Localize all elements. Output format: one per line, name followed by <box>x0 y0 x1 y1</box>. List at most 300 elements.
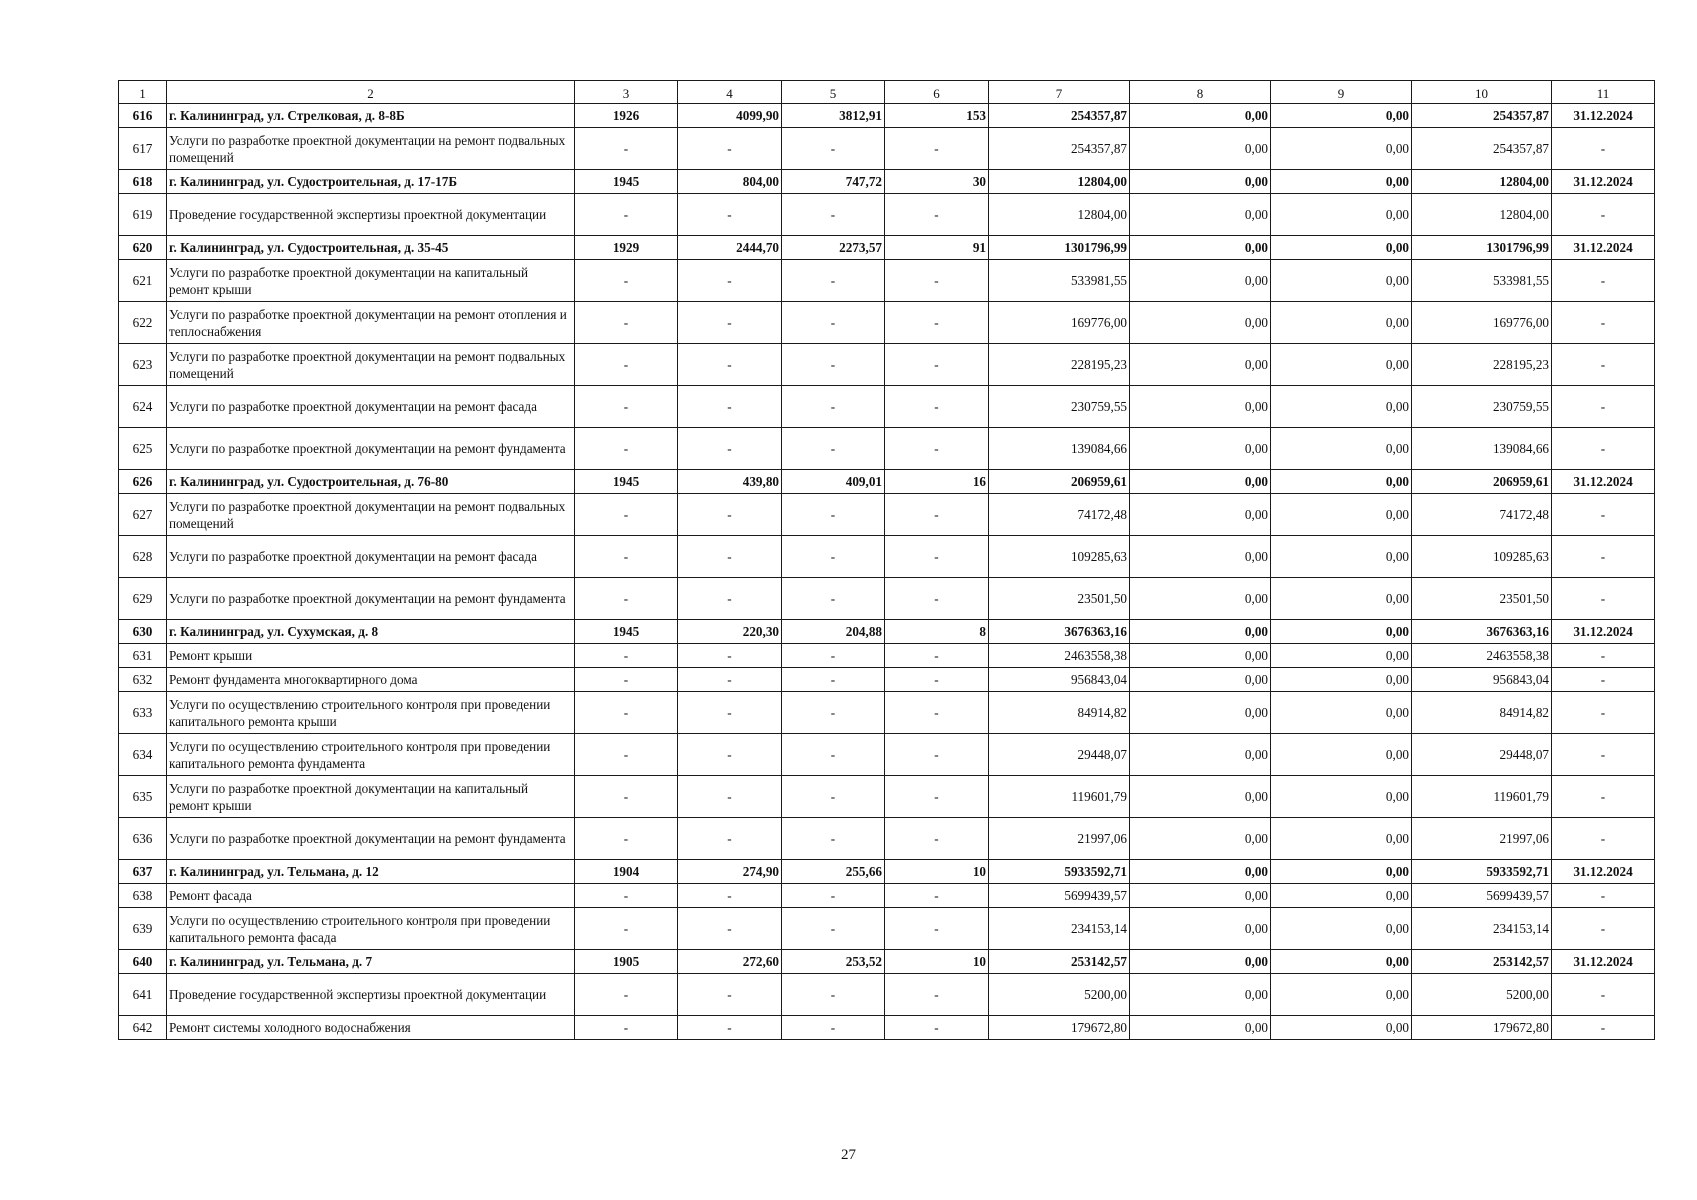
work-item-row <box>119 776 1655 818</box>
living-area-cell: - <box>782 494 885 536</box>
living-area-cell: - <box>782 578 885 620</box>
fund-col9-cell: 0,00 <box>1271 818 1412 860</box>
year-cell: 1926 <box>575 104 678 128</box>
row-number-cell: 642 <box>119 1016 167 1040</box>
header-cell: 1 <box>119 81 167 104</box>
cost-total-cell: 109285,63 <box>989 536 1130 578</box>
work-item-row <box>119 386 1655 428</box>
living-area-cell: - <box>782 302 885 344</box>
work-item-row <box>119 302 1655 344</box>
fund-col8-cell: 0,00 <box>1130 908 1271 950</box>
work-item-row <box>119 1016 1655 1040</box>
row-number-cell: 620 <box>119 236 167 260</box>
deadline-cell: 31.12.2024 <box>1552 860 1655 884</box>
column-number-header-row <box>119 81 1655 104</box>
living-area-cell: - <box>782 908 885 950</box>
work-item-row <box>119 818 1655 860</box>
total-area-cell: 439,80 <box>678 470 782 494</box>
living-area-cell: - <box>782 260 885 302</box>
residents-cell: 10 <box>885 860 989 884</box>
deadline-cell: - <box>1552 386 1655 428</box>
living-area-cell: 2273,57 <box>782 236 885 260</box>
address-row <box>119 950 1655 974</box>
living-area-cell: - <box>782 386 885 428</box>
total-area-cell: - <box>678 776 782 818</box>
living-area-cell: - <box>782 776 885 818</box>
header-cell: 7 <box>989 81 1130 104</box>
cost-total-cell: 139084,66 <box>989 428 1130 470</box>
row-number-cell: 631 <box>119 644 167 668</box>
fund-col10-cell: 169776,00 <box>1412 302 1552 344</box>
row-number-cell: 625 <box>119 428 167 470</box>
header-cell: 4 <box>678 81 782 104</box>
row-number-cell: 627 <box>119 494 167 536</box>
name-cell: Услуги по осуществлению строительного контроля при проведении капитального ремонта крыши <box>167 692 575 734</box>
fund-col8-cell: 0,00 <box>1130 578 1271 620</box>
name-cell: Услуги по разработке проектной документации на ремонт фундамента <box>167 818 575 860</box>
year-cell: - <box>575 536 678 578</box>
total-area-cell: - <box>678 344 782 386</box>
fund-col10-cell: 254357,87 <box>1412 104 1552 128</box>
name-cell: г. Калининград, ул. Сухумская, д. 8 <box>167 620 575 644</box>
total-area-cell: - <box>678 818 782 860</box>
total-area-cell: 272,60 <box>678 950 782 974</box>
fund-col9-cell: 0,00 <box>1271 194 1412 236</box>
fund-col8-cell: 0,00 <box>1130 974 1271 1016</box>
total-area-cell: - <box>678 692 782 734</box>
address-row <box>119 170 1655 194</box>
residents-cell: - <box>885 644 989 668</box>
work-item-row <box>119 428 1655 470</box>
deadline-cell: 31.12.2024 <box>1552 236 1655 260</box>
address-row <box>119 620 1655 644</box>
work-item-row <box>119 344 1655 386</box>
cost-total-cell: 84914,82 <box>989 692 1130 734</box>
row-number-cell: 640 <box>119 950 167 974</box>
fund-col8-cell: 0,00 <box>1130 644 1271 668</box>
year-cell: - <box>575 734 678 776</box>
residents-cell: - <box>885 974 989 1016</box>
fund-col8-cell: 0,00 <box>1130 302 1271 344</box>
living-area-cell: - <box>782 818 885 860</box>
fund-col9-cell: 0,00 <box>1271 128 1412 170</box>
fund-col8-cell: 0,00 <box>1130 1016 1271 1040</box>
deadline-cell: - <box>1552 884 1655 908</box>
row-number-cell: 618 <box>119 170 167 194</box>
cost-total-cell: 179672,80 <box>989 1016 1130 1040</box>
fund-col10-cell: 234153,14 <box>1412 908 1552 950</box>
fund-col8-cell: 0,00 <box>1130 536 1271 578</box>
work-item-row <box>119 974 1655 1016</box>
residents-cell: - <box>885 536 989 578</box>
residents-cell: - <box>885 302 989 344</box>
header-cell: 3 <box>575 81 678 104</box>
fund-col8-cell: 0,00 <box>1130 170 1271 194</box>
living-area-cell: - <box>782 1016 885 1040</box>
name-cell: Услуги по осуществлению строительного контроля при проведении капитального ремонта фундамента <box>167 734 575 776</box>
cost-total-cell: 119601,79 <box>989 776 1130 818</box>
fund-col9-cell: 0,00 <box>1271 578 1412 620</box>
total-area-cell: - <box>678 386 782 428</box>
total-area-cell: - <box>678 974 782 1016</box>
row-number-cell: 628 <box>119 536 167 578</box>
year-cell: - <box>575 884 678 908</box>
page-number: 27 <box>841 1147 856 1163</box>
header-cell: 2 <box>167 81 575 104</box>
cost-total-cell: 254357,87 <box>989 128 1130 170</box>
residents-cell: - <box>885 734 989 776</box>
cost-total-cell: 5699439,57 <box>989 884 1130 908</box>
name-cell: г. Калининград, ул. Тельмана, д. 7 <box>167 950 575 974</box>
fund-col8-cell: 0,00 <box>1130 104 1271 128</box>
fund-col9-cell: 0,00 <box>1271 734 1412 776</box>
row-number-cell: 630 <box>119 620 167 644</box>
residents-cell: - <box>885 908 989 950</box>
deadline-cell: 31.12.2024 <box>1552 950 1655 974</box>
fund-col9-cell: 0,00 <box>1271 344 1412 386</box>
cost-total-cell: 29448,07 <box>989 734 1130 776</box>
fund-col8-cell: 0,00 <box>1130 734 1271 776</box>
row-number-cell: 622 <box>119 302 167 344</box>
fund-col10-cell: 29448,07 <box>1412 734 1552 776</box>
total-area-cell: - <box>678 494 782 536</box>
fund-col9-cell: 0,00 <box>1271 428 1412 470</box>
name-cell: Ремонт фундамента многоквартирного дома <box>167 668 575 692</box>
residents-cell: - <box>885 818 989 860</box>
total-area-cell: - <box>678 644 782 668</box>
total-area-cell: 804,00 <box>678 170 782 194</box>
deadline-cell: - <box>1552 302 1655 344</box>
fund-col9-cell: 0,00 <box>1271 302 1412 344</box>
name-cell: Услуги по разработке проектной документации на ремонт фасада <box>167 386 575 428</box>
residents-cell: 16 <box>885 470 989 494</box>
deadline-cell: - <box>1552 908 1655 950</box>
year-cell: 1904 <box>575 860 678 884</box>
fund-col8-cell: 0,00 <box>1130 620 1271 644</box>
living-area-cell: - <box>782 644 885 668</box>
residents-cell: - <box>885 1016 989 1040</box>
residents-cell: 10 <box>885 950 989 974</box>
year-cell: 1945 <box>575 620 678 644</box>
year-cell: - <box>575 302 678 344</box>
name-cell: Проведение государственной экспертизы проектной документации <box>167 194 575 236</box>
year-cell: - <box>575 974 678 1016</box>
deadline-cell: - <box>1552 776 1655 818</box>
row-number-cell: 634 <box>119 734 167 776</box>
cost-total-cell: 206959,61 <box>989 470 1130 494</box>
work-item-row <box>119 734 1655 776</box>
deadline-cell: - <box>1552 494 1655 536</box>
fund-col10-cell: 253142,57 <box>1412 950 1552 974</box>
row-number-cell: 629 <box>119 578 167 620</box>
total-area-cell: 220,30 <box>678 620 782 644</box>
fund-col10-cell: 254357,87 <box>1412 128 1552 170</box>
fund-col9-cell: 0,00 <box>1271 620 1412 644</box>
fund-col8-cell: 0,00 <box>1130 776 1271 818</box>
fund-col10-cell: 5933592,71 <box>1412 860 1552 884</box>
deadline-cell: - <box>1552 668 1655 692</box>
fund-col9-cell: 0,00 <box>1271 974 1412 1016</box>
row-number-cell: 632 <box>119 668 167 692</box>
cost-total-cell: 254357,87 <box>989 104 1130 128</box>
living-area-cell: - <box>782 536 885 578</box>
year-cell: - <box>575 194 678 236</box>
work-item-row <box>119 194 1655 236</box>
fund-col8-cell: 0,00 <box>1130 128 1271 170</box>
deadline-cell: - <box>1552 974 1655 1016</box>
cost-total-cell: 253142,57 <box>989 950 1130 974</box>
name-cell: Ремонт фасада <box>167 884 575 908</box>
row-number-cell: 623 <box>119 344 167 386</box>
name-cell: Ремонт крыши <box>167 644 575 668</box>
residents-cell: 91 <box>885 236 989 260</box>
residents-cell: - <box>885 776 989 818</box>
name-cell: Услуги по разработке проектной документации на ремонт фундамента <box>167 428 575 470</box>
address-row <box>119 236 1655 260</box>
living-area-cell: - <box>782 668 885 692</box>
residents-cell: - <box>885 692 989 734</box>
total-area-cell: - <box>678 668 782 692</box>
living-area-cell: - <box>782 692 885 734</box>
residents-cell: 153 <box>885 104 989 128</box>
work-item-row <box>119 536 1655 578</box>
fund-col10-cell: 2463558,38 <box>1412 644 1552 668</box>
deadline-cell: - <box>1552 536 1655 578</box>
total-area-cell: - <box>678 1016 782 1040</box>
year-cell: - <box>575 428 678 470</box>
year-cell: - <box>575 494 678 536</box>
fund-col10-cell: 12804,00 <box>1412 194 1552 236</box>
total-area-cell: - <box>678 194 782 236</box>
total-area-cell: - <box>678 734 782 776</box>
fund-col8-cell: 0,00 <box>1130 884 1271 908</box>
fund-col8-cell: 0,00 <box>1130 236 1271 260</box>
header-cell: 8 <box>1130 81 1271 104</box>
fund-col9-cell: 0,00 <box>1271 884 1412 908</box>
name-cell: г. Калининград, ул. Судостроительная, д. 35-45 <box>167 236 575 260</box>
fund-col9-cell: 0,00 <box>1271 908 1412 950</box>
name-cell: г. Калининград, ул. Тельмана, д. 12 <box>167 860 575 884</box>
living-area-cell: 253,52 <box>782 950 885 974</box>
fund-col9-cell: 0,00 <box>1271 536 1412 578</box>
name-cell: Услуги по разработке проектной документации на ремонт подвальных помещений <box>167 344 575 386</box>
deadline-cell: - <box>1552 260 1655 302</box>
fund-col10-cell: 21997,06 <box>1412 818 1552 860</box>
fund-col10-cell: 206959,61 <box>1412 470 1552 494</box>
living-area-cell: 747,72 <box>782 170 885 194</box>
total-area-cell: - <box>678 578 782 620</box>
name-cell: Услуги по осуществлению строительного контроля при проведении капитального ремонта фасада <box>167 908 575 950</box>
fund-col9-cell: 0,00 <box>1271 950 1412 974</box>
cost-total-cell: 234153,14 <box>989 908 1130 950</box>
fund-col8-cell: 0,00 <box>1130 692 1271 734</box>
fund-col10-cell: 230759,55 <box>1412 386 1552 428</box>
cost-total-cell: 12804,00 <box>989 194 1130 236</box>
work-item-row <box>119 908 1655 950</box>
living-area-cell: - <box>782 344 885 386</box>
residents-cell: - <box>885 128 989 170</box>
fund-col9-cell: 0,00 <box>1271 470 1412 494</box>
living-area-cell: - <box>782 428 885 470</box>
deadline-cell: - <box>1552 194 1655 236</box>
fund-col9-cell: 0,00 <box>1271 692 1412 734</box>
cost-total-cell: 1301796,99 <box>989 236 1130 260</box>
year-cell: 1905 <box>575 950 678 974</box>
year-cell: - <box>575 344 678 386</box>
total-area-cell: 274,90 <box>678 860 782 884</box>
address-row <box>119 470 1655 494</box>
living-area-cell: - <box>782 194 885 236</box>
year-cell: - <box>575 692 678 734</box>
row-number-cell: 635 <box>119 776 167 818</box>
name-cell: Услуги по разработке проектной документации на ремонт фундамента <box>167 578 575 620</box>
deadline-cell: 31.12.2024 <box>1552 104 1655 128</box>
fund-col8-cell: 0,00 <box>1130 860 1271 884</box>
cost-total-cell: 3676363,16 <box>989 620 1130 644</box>
work-item-row <box>119 578 1655 620</box>
year-cell: 1945 <box>575 470 678 494</box>
fund-col10-cell: 3676363,16 <box>1412 620 1552 644</box>
total-area-cell: - <box>678 128 782 170</box>
total-area-cell: - <box>678 536 782 578</box>
header-cell: 5 <box>782 81 885 104</box>
row-number-cell: 624 <box>119 386 167 428</box>
fund-col8-cell: 0,00 <box>1130 428 1271 470</box>
fund-col10-cell: 179672,80 <box>1412 1016 1552 1040</box>
name-cell: г. Калининград, ул. Стрелковая, д. 8-8Б <box>167 104 575 128</box>
deadline-cell: - <box>1552 818 1655 860</box>
year-cell: - <box>575 776 678 818</box>
residents-cell: 30 <box>885 170 989 194</box>
fund-col8-cell: 0,00 <box>1130 818 1271 860</box>
total-area-cell: - <box>678 884 782 908</box>
name-cell: Услуги по разработке проектной документации на ремонт подвальных помещений <box>167 494 575 536</box>
residents-cell: - <box>885 668 989 692</box>
header-cell: 10 <box>1412 81 1552 104</box>
address-row <box>119 104 1655 128</box>
fund-col10-cell: 23501,50 <box>1412 578 1552 620</box>
fund-col8-cell: 0,00 <box>1130 470 1271 494</box>
year-cell: - <box>575 1016 678 1040</box>
name-cell: Услуги по разработке проектной документации на ремонт фасада <box>167 536 575 578</box>
fund-col9-cell: 0,00 <box>1271 644 1412 668</box>
fund-col9-cell: 0,00 <box>1271 1016 1412 1040</box>
fund-col9-cell: 0,00 <box>1271 104 1412 128</box>
capital-repair-table <box>118 80 1655 1040</box>
total-area-cell: 4099,90 <box>678 104 782 128</box>
cost-total-cell: 23501,50 <box>989 578 1130 620</box>
row-number-cell: 633 <box>119 692 167 734</box>
cost-total-cell: 956843,04 <box>989 668 1130 692</box>
cost-total-cell: 12804,00 <box>989 170 1130 194</box>
work-item-row <box>119 884 1655 908</box>
fund-col9-cell: 0,00 <box>1271 386 1412 428</box>
fund-col10-cell: 139084,66 <box>1412 428 1552 470</box>
deadline-cell: - <box>1552 644 1655 668</box>
cost-total-cell: 228195,23 <box>989 344 1130 386</box>
fund-col8-cell: 0,00 <box>1130 344 1271 386</box>
cost-total-cell: 2463558,38 <box>989 644 1130 668</box>
row-number-cell: 621 <box>119 260 167 302</box>
fund-col10-cell: 228195,23 <box>1412 344 1552 386</box>
fund-col8-cell: 0,00 <box>1130 386 1271 428</box>
name-cell: Ремонт системы холодного водоснабжения <box>167 1016 575 1040</box>
total-area-cell: - <box>678 908 782 950</box>
cost-total-cell: 230759,55 <box>989 386 1130 428</box>
living-area-cell: - <box>782 734 885 776</box>
fund-col9-cell: 0,00 <box>1271 260 1412 302</box>
year-cell: 1929 <box>575 236 678 260</box>
row-number-cell: 641 <box>119 974 167 1016</box>
row-number-cell: 617 <box>119 128 167 170</box>
living-area-cell: - <box>782 974 885 1016</box>
fund-col9-cell: 0,00 <box>1271 236 1412 260</box>
fund-col8-cell: 0,00 <box>1130 494 1271 536</box>
row-number-cell: 638 <box>119 884 167 908</box>
name-cell: г. Калининград, ул. Судостроительная, д. 76-80 <box>167 470 575 494</box>
year-cell: - <box>575 128 678 170</box>
residents-cell: - <box>885 386 989 428</box>
residents-cell: - <box>885 494 989 536</box>
name-cell: Услуги по разработке проектной документации на капитальный ремонт крыши <box>167 260 575 302</box>
fund-col8-cell: 0,00 <box>1130 950 1271 974</box>
living-area-cell: - <box>782 884 885 908</box>
fund-col10-cell: 74172,48 <box>1412 494 1552 536</box>
fund-col10-cell: 84914,82 <box>1412 692 1552 734</box>
name-cell: г. Калининград, ул. Судостроительная, д. 17-17Б <box>167 170 575 194</box>
work-item-row <box>119 260 1655 302</box>
row-number-cell: 639 <box>119 908 167 950</box>
row-number-cell: 636 <box>119 818 167 860</box>
name-cell: Услуги по разработке проектной документации на ремонт отопления и теплоснабжения <box>167 302 575 344</box>
deadline-cell: 31.12.2024 <box>1552 620 1655 644</box>
fund-col10-cell: 1301796,99 <box>1412 236 1552 260</box>
deadline-cell: - <box>1552 344 1655 386</box>
fund-col9-cell: 0,00 <box>1271 776 1412 818</box>
living-area-cell: 3812,91 <box>782 104 885 128</box>
fund-col8-cell: 0,00 <box>1130 194 1271 236</box>
fund-col8-cell: 0,00 <box>1130 668 1271 692</box>
header-cell: 6 <box>885 81 989 104</box>
fund-col10-cell: 12804,00 <box>1412 170 1552 194</box>
year-cell: - <box>575 818 678 860</box>
row-number-cell: 637 <box>119 860 167 884</box>
fund-col10-cell: 533981,55 <box>1412 260 1552 302</box>
cost-total-cell: 5933592,71 <box>989 860 1130 884</box>
fund-col10-cell: 109285,63 <box>1412 536 1552 578</box>
residents-cell: - <box>885 194 989 236</box>
fund-col10-cell: 119601,79 <box>1412 776 1552 818</box>
fund-col9-cell: 0,00 <box>1271 860 1412 884</box>
header-cell: 9 <box>1271 81 1412 104</box>
work-item-row <box>119 644 1655 668</box>
year-cell: - <box>575 260 678 302</box>
cost-total-cell: 21997,06 <box>989 818 1130 860</box>
year-cell: 1945 <box>575 170 678 194</box>
residents-cell: - <box>885 344 989 386</box>
deadline-cell: 31.12.2024 <box>1552 170 1655 194</box>
fund-col10-cell: 5200,00 <box>1412 974 1552 1016</box>
fund-col8-cell: 0,00 <box>1130 260 1271 302</box>
address-row <box>119 860 1655 884</box>
work-item-row <box>119 692 1655 734</box>
fund-col9-cell: 0,00 <box>1271 170 1412 194</box>
total-area-cell: 2444,70 <box>678 236 782 260</box>
cost-total-cell: 169776,00 <box>989 302 1130 344</box>
living-area-cell: - <box>782 128 885 170</box>
name-cell: Услуги по разработке проектной документации на капитальный ремонт крыши <box>167 776 575 818</box>
deadline-cell: 31.12.2024 <box>1552 470 1655 494</box>
